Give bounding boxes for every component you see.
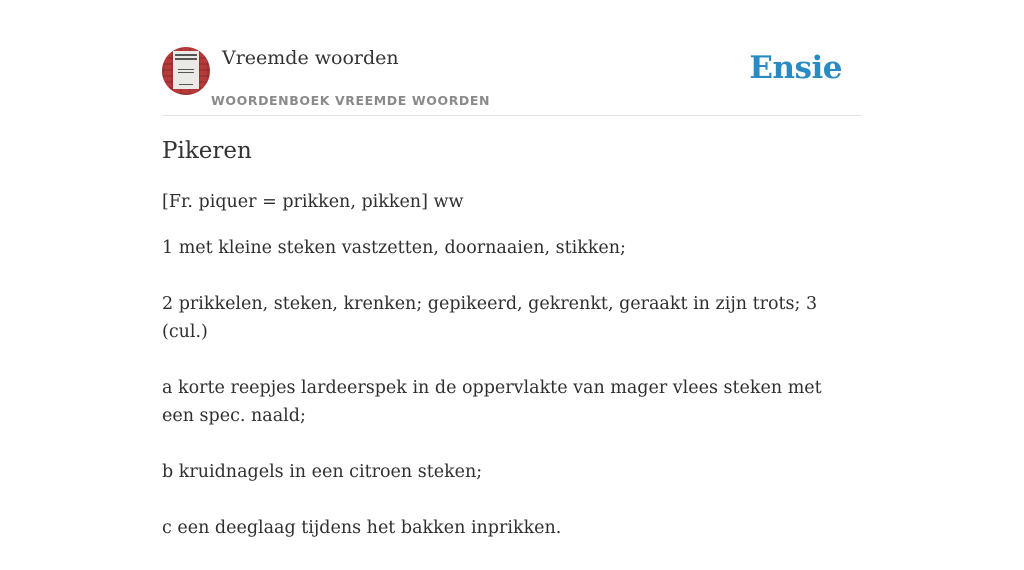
entry-definition — [162, 234, 852, 542]
site-title[interactable]: Vreemde woorden — [222, 47, 399, 69]
definition-sense: 1 met kleine steken vastzetten, doornaaien, stikken; — [162, 238, 626, 258]
entry-title: Pikeren — [162, 138, 252, 164]
book-cover-image[interactable] — [162, 47, 210, 95]
site-subtitle[interactable]: WOORDENBOEK VREEMDE WOORDEN — [211, 93, 491, 108]
definition-sense: a korte reepjes lardeerspek in de oppervlakte van mager vlees steken met een spec. naald; — [162, 378, 822, 426]
entry-etymology: [Fr. piquer = prikken, pikken] ww — [162, 192, 464, 212]
definition-sense: b kruidnagels in een citroen steken; — [162, 462, 483, 482]
book-cover-label — [173, 51, 199, 89]
definition-sense: 2 prikkelen, steken, krenken; gepikeerd, gekrenkt, geraakt in zijn trots; 3 (cul.) — [162, 294, 818, 342]
entry-content — [162, 138, 852, 570]
definition-sense: c een deeglaag tijdens het bakken inprikken. — [162, 518, 562, 538]
site-header — [162, 40, 862, 116]
ensie-logo-link[interactable]: Ensie — [749, 50, 842, 86]
